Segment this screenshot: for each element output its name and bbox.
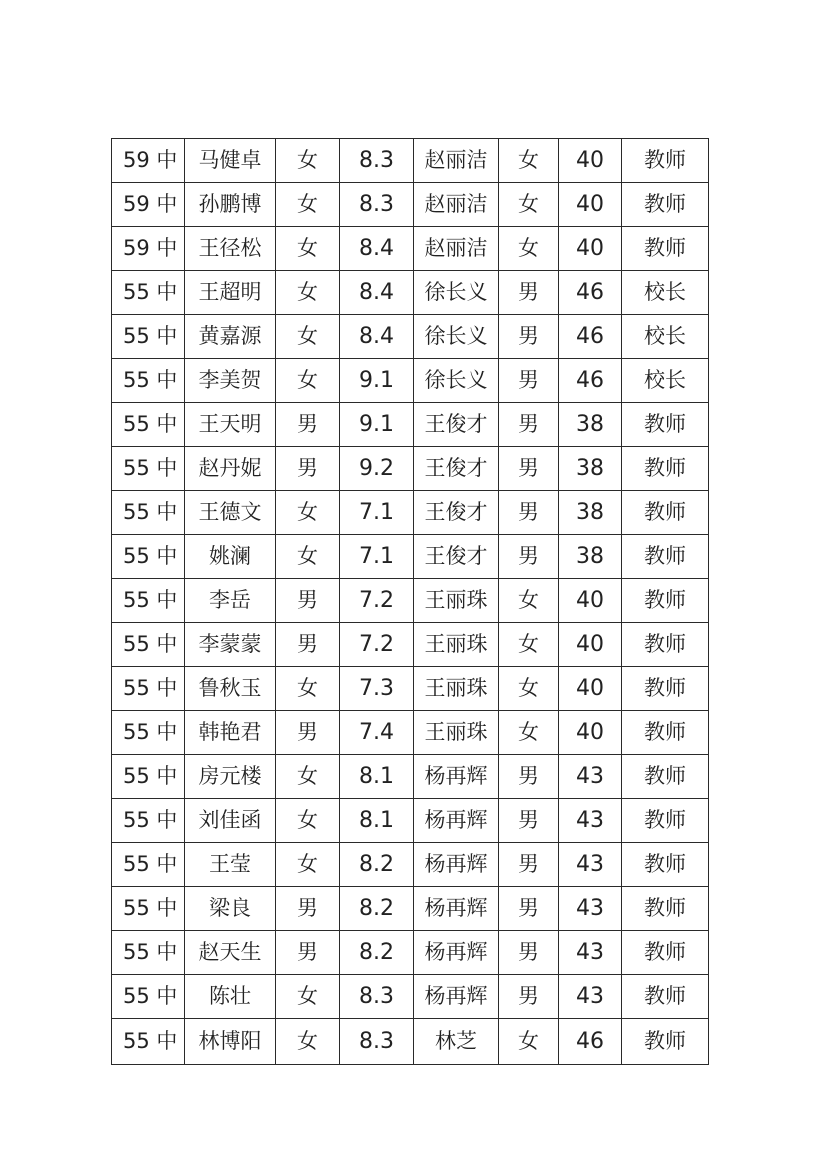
- date-cell: 8.2: [340, 887, 414, 931]
- teacher-name-cell: 徐长义: [414, 315, 499, 359]
- position-cell: 教师: [622, 843, 709, 887]
- student-gender-cell: 女: [276, 667, 340, 711]
- student-name-cell: 孙鹏博: [185, 183, 276, 227]
- school-cell: 55 中: [112, 887, 185, 931]
- school-cell: 55 中: [112, 623, 185, 667]
- teacher-name-cell: 王俊才: [414, 491, 499, 535]
- position-cell: 教师: [622, 491, 709, 535]
- student-gender-cell: 女: [276, 359, 340, 403]
- student-name-cell: 李美贺: [185, 359, 276, 403]
- position-cell: 教师: [622, 579, 709, 623]
- position-cell: 校长: [622, 315, 709, 359]
- teacher-age-cell: 40: [559, 667, 622, 711]
- teacher-name-cell: 赵丽洁: [414, 227, 499, 271]
- table-row: [112, 447, 709, 491]
- date-cell: 7.1: [340, 535, 414, 579]
- school-cell: 55 中: [112, 579, 185, 623]
- student-name-cell: 王径松: [185, 227, 276, 271]
- table-row: [112, 359, 709, 403]
- date-cell: 7.3: [340, 667, 414, 711]
- teacher-age-cell: 43: [559, 887, 622, 931]
- school-cell: 55 中: [112, 491, 185, 535]
- position-cell: 教师: [622, 139, 709, 183]
- student-gender-cell: 男: [276, 931, 340, 975]
- student-name-cell: 马健卓: [185, 139, 276, 183]
- position-cell: 教师: [622, 535, 709, 579]
- date-cell: 8.2: [340, 843, 414, 887]
- student-name-cell: 梁良: [185, 887, 276, 931]
- date-cell: 8.3: [340, 139, 414, 183]
- school-cell: 59 中: [112, 227, 185, 271]
- date-cell: 7.2: [340, 623, 414, 667]
- teacher-age-cell: 38: [559, 403, 622, 447]
- teacher-age-cell: 38: [559, 535, 622, 579]
- teacher-name-cell: 杨再辉: [414, 975, 499, 1019]
- teacher-gender-cell: 女: [499, 139, 559, 183]
- student-name-cell: 陈壮: [185, 975, 276, 1019]
- student-gender-cell: 女: [276, 535, 340, 579]
- teacher-gender-cell: 男: [499, 315, 559, 359]
- teacher-name-cell: 赵丽洁: [414, 183, 499, 227]
- student-name-cell: 姚澜: [185, 535, 276, 579]
- teacher-age-cell: 43: [559, 843, 622, 887]
- student-gender-cell: 女: [276, 975, 340, 1019]
- student-gender-cell: 男: [276, 403, 340, 447]
- date-cell: 9.2: [340, 447, 414, 491]
- student-name-cell: 鲁秋玉: [185, 667, 276, 711]
- position-cell: 教师: [622, 799, 709, 843]
- teacher-name-cell: 王丽珠: [414, 579, 499, 623]
- school-cell: 55 中: [112, 799, 185, 843]
- student-gender-cell: 男: [276, 711, 340, 755]
- position-cell: 教师: [622, 227, 709, 271]
- teacher-name-cell: 王俊才: [414, 447, 499, 491]
- school-cell: 55 中: [112, 535, 185, 579]
- student-gender-cell: 男: [276, 579, 340, 623]
- teacher-name-cell: 王丽珠: [414, 711, 499, 755]
- table-row: [112, 403, 709, 447]
- student-name-cell: 赵丹妮: [185, 447, 276, 491]
- school-cell: 55 中: [112, 975, 185, 1019]
- teacher-age-cell: 38: [559, 447, 622, 491]
- position-cell: 校长: [622, 359, 709, 403]
- table-row: [112, 843, 709, 887]
- school-cell: 59 中: [112, 139, 185, 183]
- student-gender-cell: 女: [276, 315, 340, 359]
- date-cell: 8.4: [340, 315, 414, 359]
- table-row: [112, 1019, 709, 1065]
- student-name-cell: 李蒙蒙: [185, 623, 276, 667]
- date-cell: 7.4: [340, 711, 414, 755]
- table-row: [112, 799, 709, 843]
- date-cell: 7.2: [340, 579, 414, 623]
- teacher-name-cell: 杨再辉: [414, 843, 499, 887]
- student-name-cell: 黄嘉源: [185, 315, 276, 359]
- student-gender-cell: 男: [276, 623, 340, 667]
- date-cell: 8.4: [340, 227, 414, 271]
- teacher-gender-cell: 男: [499, 271, 559, 315]
- teacher-gender-cell: 男: [499, 359, 559, 403]
- roster-body: [112, 139, 709, 1065]
- roster-table: [111, 138, 709, 1065]
- table-row: [112, 227, 709, 271]
- teacher-age-cell: 46: [559, 359, 622, 403]
- teacher-age-cell: 40: [559, 227, 622, 271]
- teacher-age-cell: 38: [559, 491, 622, 535]
- school-cell: 55 中: [112, 1019, 185, 1065]
- teacher-gender-cell: 男: [499, 931, 559, 975]
- student-name-cell: 王天明: [185, 403, 276, 447]
- teacher-gender-cell: 女: [499, 227, 559, 271]
- date-cell: 8.3: [340, 975, 414, 1019]
- table-row: [112, 491, 709, 535]
- teacher-name-cell: 王俊才: [414, 403, 499, 447]
- table-row: [112, 535, 709, 579]
- table-row: [112, 975, 709, 1019]
- school-cell: 55 中: [112, 447, 185, 491]
- teacher-name-cell: 徐长义: [414, 271, 499, 315]
- school-cell: 55 中: [112, 271, 185, 315]
- teacher-gender-cell: 男: [499, 491, 559, 535]
- student-name-cell: 王超明: [185, 271, 276, 315]
- student-gender-cell: 女: [276, 491, 340, 535]
- student-name-cell: 王莹: [185, 843, 276, 887]
- teacher-gender-cell: 男: [499, 843, 559, 887]
- teacher-age-cell: 40: [559, 139, 622, 183]
- teacher-name-cell: 杨再辉: [414, 755, 499, 799]
- date-cell: 8.1: [340, 799, 414, 843]
- table-row: [112, 579, 709, 623]
- student-gender-cell: 女: [276, 139, 340, 183]
- student-name-cell: 赵天生: [185, 931, 276, 975]
- position-cell: 教师: [622, 403, 709, 447]
- student-gender-cell: 女: [276, 183, 340, 227]
- table-row: [112, 711, 709, 755]
- position-cell: 校长: [622, 271, 709, 315]
- school-cell: 59 中: [112, 183, 185, 227]
- date-cell: 8.3: [340, 183, 414, 227]
- date-cell: 8.1: [340, 755, 414, 799]
- school-cell: 55 中: [112, 403, 185, 447]
- school-cell: 55 中: [112, 931, 185, 975]
- teacher-gender-cell: 女: [499, 579, 559, 623]
- teacher-age-cell: 40: [559, 579, 622, 623]
- table-row: [112, 667, 709, 711]
- position-cell: 教师: [622, 975, 709, 1019]
- position-cell: 教师: [622, 711, 709, 755]
- date-cell: 7.1: [340, 491, 414, 535]
- teacher-gender-cell: 男: [499, 447, 559, 491]
- date-cell: 8.4: [340, 271, 414, 315]
- teacher-age-cell: 43: [559, 799, 622, 843]
- position-cell: 教师: [622, 887, 709, 931]
- teacher-name-cell: 王丽珠: [414, 623, 499, 667]
- student-gender-cell: 女: [276, 1019, 340, 1065]
- date-cell: 8.2: [340, 931, 414, 975]
- school-cell: 55 中: [112, 315, 185, 359]
- student-name-cell: 林博阳: [185, 1019, 276, 1065]
- student-name-cell: 韩艳君: [185, 711, 276, 755]
- teacher-name-cell: 赵丽洁: [414, 139, 499, 183]
- date-cell: 8.3: [340, 1019, 414, 1065]
- table-row: [112, 315, 709, 359]
- position-cell: 教师: [622, 183, 709, 227]
- student-gender-cell: 女: [276, 227, 340, 271]
- school-cell: 55 中: [112, 711, 185, 755]
- student-gender-cell: 男: [276, 887, 340, 931]
- teacher-gender-cell: 女: [499, 183, 559, 227]
- teacher-gender-cell: 女: [499, 623, 559, 667]
- teacher-name-cell: 林芝: [414, 1019, 499, 1065]
- student-gender-cell: 女: [276, 271, 340, 315]
- teacher-age-cell: 43: [559, 931, 622, 975]
- position-cell: 教师: [622, 1019, 709, 1065]
- teacher-age-cell: 40: [559, 623, 622, 667]
- teacher-name-cell: 杨再辉: [414, 931, 499, 975]
- student-name-cell: 刘佳函: [185, 799, 276, 843]
- teacher-gender-cell: 女: [499, 667, 559, 711]
- teacher-gender-cell: 男: [499, 403, 559, 447]
- student-name-cell: 王德文: [185, 491, 276, 535]
- teacher-gender-cell: 女: [499, 711, 559, 755]
- teacher-age-cell: 40: [559, 711, 622, 755]
- teacher-name-cell: 杨再辉: [414, 799, 499, 843]
- teacher-name-cell: 王俊才: [414, 535, 499, 579]
- teacher-name-cell: 王丽珠: [414, 667, 499, 711]
- teacher-gender-cell: 男: [499, 755, 559, 799]
- student-gender-cell: 男: [276, 447, 340, 491]
- school-cell: 55 中: [112, 667, 185, 711]
- teacher-gender-cell: 女: [499, 1019, 559, 1065]
- teacher-age-cell: 46: [559, 1019, 622, 1065]
- school-cell: 55 中: [112, 843, 185, 887]
- date-cell: 9.1: [340, 359, 414, 403]
- teacher-gender-cell: 男: [499, 975, 559, 1019]
- table-row: [112, 755, 709, 799]
- teacher-age-cell: 43: [559, 755, 622, 799]
- student-gender-cell: 女: [276, 843, 340, 887]
- teacher-gender-cell: 男: [499, 887, 559, 931]
- teacher-age-cell: 40: [559, 183, 622, 227]
- teacher-name-cell: 杨再辉: [414, 887, 499, 931]
- teacher-gender-cell: 男: [499, 799, 559, 843]
- table-row: [112, 931, 709, 975]
- table-row: [112, 183, 709, 227]
- position-cell: 教师: [622, 447, 709, 491]
- position-cell: 教师: [622, 667, 709, 711]
- teacher-gender-cell: 男: [499, 535, 559, 579]
- position-cell: 教师: [622, 755, 709, 799]
- student-gender-cell: 女: [276, 799, 340, 843]
- position-cell: 教师: [622, 931, 709, 975]
- table-row: [112, 271, 709, 315]
- student-name-cell: 李岳: [185, 579, 276, 623]
- table-row: [112, 139, 709, 183]
- position-cell: 教师: [622, 623, 709, 667]
- school-cell: 55 中: [112, 359, 185, 403]
- school-cell: 55 中: [112, 755, 185, 799]
- student-gender-cell: 女: [276, 755, 340, 799]
- table-row: [112, 623, 709, 667]
- teacher-age-cell: 46: [559, 271, 622, 315]
- table-row: [112, 887, 709, 931]
- teacher-age-cell: 43: [559, 975, 622, 1019]
- date-cell: 9.1: [340, 403, 414, 447]
- student-name-cell: 房元楼: [185, 755, 276, 799]
- teacher-name-cell: 徐长义: [414, 359, 499, 403]
- teacher-age-cell: 46: [559, 315, 622, 359]
